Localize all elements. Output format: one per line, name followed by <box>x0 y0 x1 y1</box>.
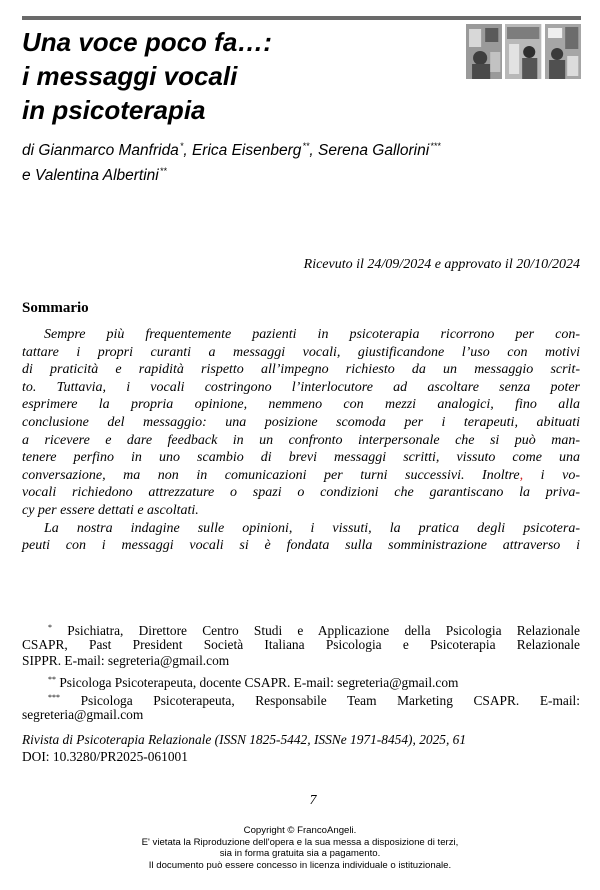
author-separator: , <box>183 142 192 159</box>
title-line: Una voce poco fa…: <box>22 27 272 57</box>
photo-collage-icon <box>466 24 581 79</box>
abstract-line-with-accent <box>22 467 580 485</box>
footnote-line <box>22 672 580 689</box>
journal-citation: Rivista di Psicoterapia Relazionale (ISSN 1825-5442, ISSNe 1971-8454), 2025, 61 <box>22 732 467 747</box>
photo-tile-right <box>545 24 581 79</box>
abstract-body <box>22 326 580 555</box>
author-name: Erica Eisenberg <box>191 142 302 159</box>
footnote-line: SIPPR. E-mail: segreteria@gmail.com <box>22 653 230 668</box>
author-mark: ** <box>159 166 167 176</box>
authors-prefix: di <box>22 142 35 159</box>
abstract-line: to. Tuttavia, i vocali costringono l’interlocutore ad ascoltare senza poter <box>22 379 580 395</box>
author-name: Serena Gallorini <box>318 142 430 159</box>
footnote-2 <box>22 672 580 689</box>
copyright-line: sia in forma gratuita sia a pagamento. <box>219 848 381 859</box>
author-separator: , <box>309 142 319 159</box>
footnote-line: segreteria@gmail.com <box>22 706 144 722</box>
abstract-line: cy per essere dettati e ascoltati. <box>22 502 199 518</box>
abstract-line: esprimere la propria opinione, nemmeno con mezzi analogici, fino alla <box>22 397 580 413</box>
copyright-notice <box>0 825 600 871</box>
footnotes <box>22 620 580 725</box>
abstract-line: a ricevere e dare feedback in un confronto interpersonale che si può man- <box>22 432 580 448</box>
author-list <box>22 136 582 186</box>
photo-tile-middle <box>505 24 541 79</box>
copyright-line: Il documento può essere concesso in licenza individuale o istituzionale. <box>148 859 452 871</box>
summary-heading: Sommario <box>22 300 89 316</box>
author-name: Gianmarco Manfrida <box>38 142 179 159</box>
abstract-line: vocali richiedono attrezzature o spazi o condizioni che garantiscano la priva- <box>22 485 580 501</box>
author-conjunction: e <box>22 167 31 184</box>
author-mark: ** <box>302 141 310 151</box>
page-number: 7 <box>309 793 317 808</box>
abstract-line: Sempre più frequentemente pazienti in psicoterapia ricorrono per con- <box>44 327 580 342</box>
abstract-line: di praticità e rapidità rispetto all’impegno richiesto da un messaggio scrit- <box>22 362 580 378</box>
copyright-line: E' vietata la Riproduzione dell'opera e la sua messa a disposizione di terzi, <box>141 836 459 848</box>
copyright-line: Copyright © FrancoAngeli. <box>243 825 357 836</box>
title-line: i messaggi vocali <box>22 61 238 91</box>
abstract-line-start: conversazione, ma non in comunicazioni per turni successivi. Inoltre <box>22 467 520 483</box>
received-date: Ricevuto il 24/09/2024 e approvato il 20/10/2024 <box>303 257 580 272</box>
authors-line-1 <box>22 136 582 161</box>
abstract-line-end: i vo- <box>523 467 580 483</box>
footnote-line <box>22 690 580 707</box>
header-rule <box>22 16 581 20</box>
footnote-1 <box>22 620 580 670</box>
footnote-mark: * <box>48 623 52 632</box>
footnote-line <box>22 620 580 637</box>
author-name: Valentina Albertini <box>34 167 159 184</box>
footnote-text: Psicologa Psicoterapeuta, docente CSAPR. E-mail: segreteria@gmail.com <box>59 674 459 690</box>
footnote-mark: ** <box>48 674 56 684</box>
footnote-text: Psichiatra, Direttore Centro Studi e Applicazione della Psicologia Relazionale <box>67 623 580 638</box>
title-line: in psicoterapia <box>22 95 206 125</box>
photo-tile-left <box>466 24 502 79</box>
abstract-line: tattare i propri curanti a messaggi vocali, giustificandone l’uso con motivi <box>22 344 580 360</box>
article-title <box>22 25 462 127</box>
abstract-line: La nostra indagine sulle opinioni, i vissuti, la pratica degli psicotera- <box>44 520 580 536</box>
red-comma: , <box>519 467 524 483</box>
journal-info <box>22 731 582 765</box>
footnote-text: Psicologa Psicoterapeuta, Responsabile Team Marketing CSAPR. E-mail: <box>80 693 580 708</box>
doi: DOI: 10.3280/PR2025-061001 <box>22 749 188 764</box>
abstract-line: conclusione del messaggio: una posizione scomoda per i terapeuti, abituati <box>22 414 580 430</box>
footnote-line: CSAPR, Past President Società Italiana Psicologia e Psicoterapia Relazionale <box>22 636 580 652</box>
abstract-line: peuti con i messaggi vocali si è fondata sulla somministrazione attraverso i <box>22 538 580 554</box>
abstract-line: tenere perfino in uno scambio di brevi messaggi scritti, vissuto come una <box>22 450 580 466</box>
author-mark: *** <box>430 141 441 151</box>
authors-line-2 <box>22 161 582 186</box>
author-mark: * <box>179 141 184 151</box>
footnote-mark: *** <box>48 693 60 702</box>
footnote-3 <box>22 690 580 723</box>
